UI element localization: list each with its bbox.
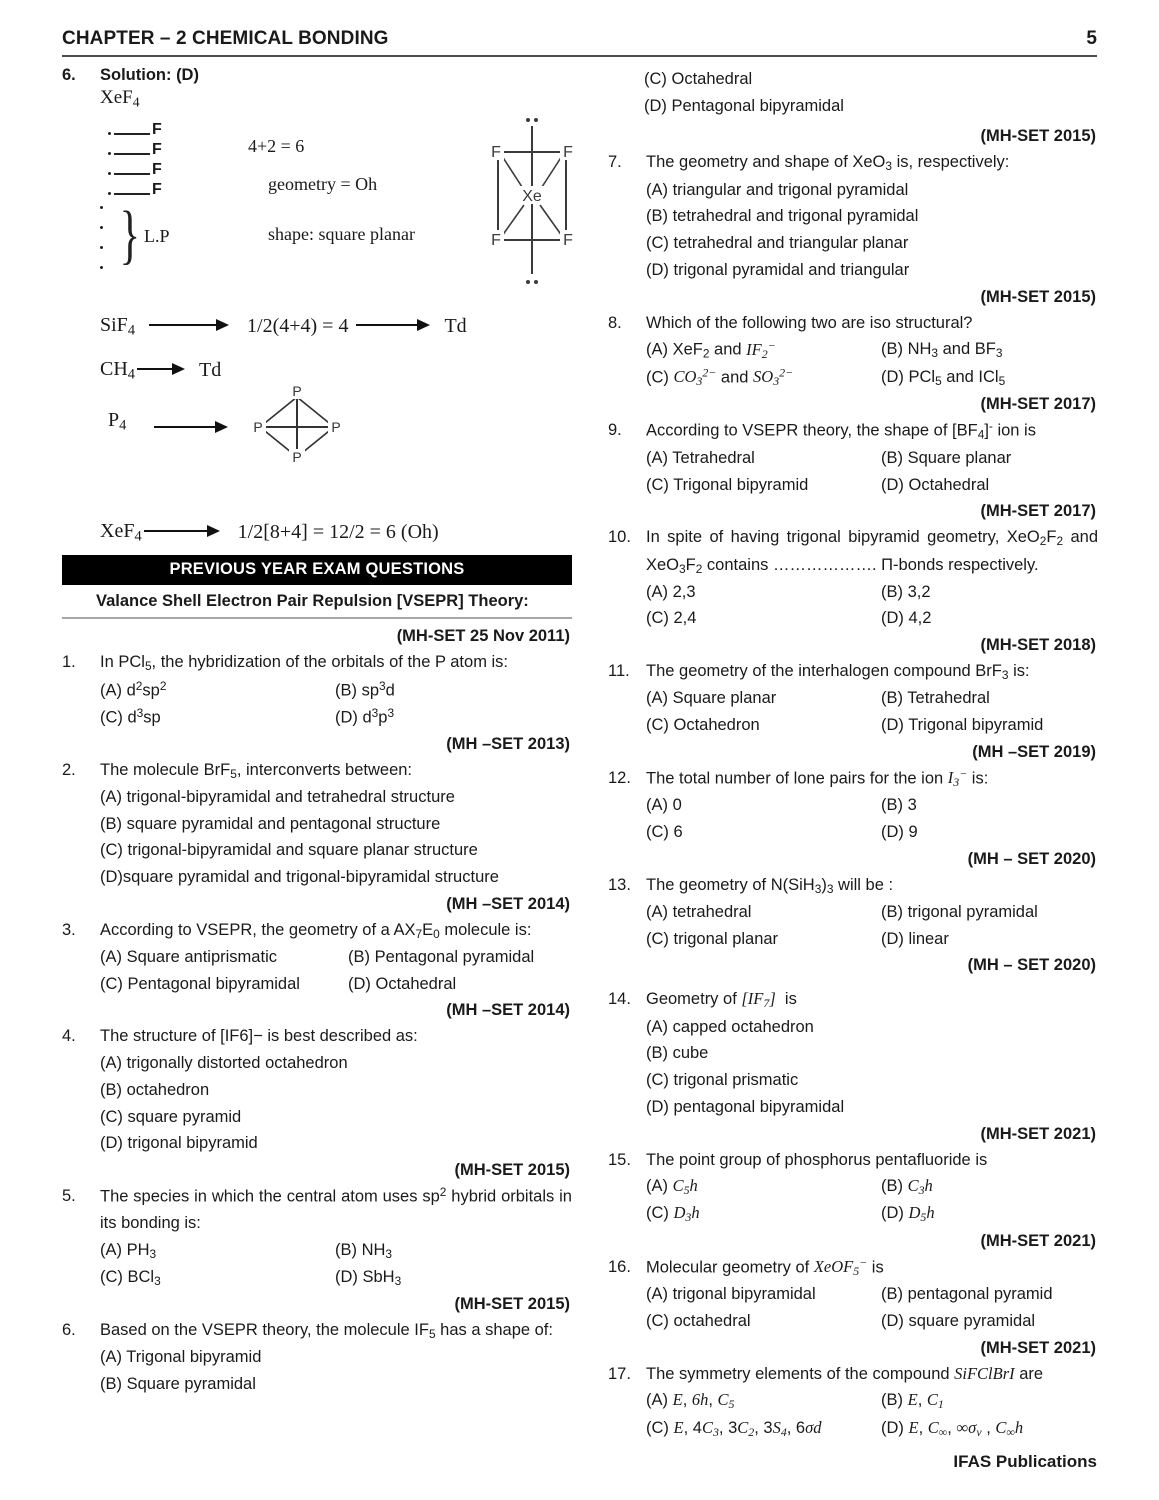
question-text: The structure of [IF6]− is best described as: xyxy=(100,1027,418,1046)
option-d[interactable]: (D) trigonal bipyramid xyxy=(100,1134,258,1153)
bond-line xyxy=(114,133,150,135)
option-group xyxy=(608,177,1098,284)
right-column xyxy=(608,66,1098,1442)
option-b[interactable]: (B) $NH_3$ and $BF_3$ xyxy=(881,340,1003,361)
ch4-result: Td xyxy=(199,358,222,381)
option-b[interactable]: (B) Square pyramidal xyxy=(100,1375,256,1394)
option-d[interactable]: (D) square pyramidal xyxy=(881,1311,1036,1330)
question-item xyxy=(608,765,1098,793)
option-c[interactable]: (C) octahedral xyxy=(646,1311,751,1330)
calc-line-1: 4+2 = 6 xyxy=(248,136,305,157)
option-row xyxy=(646,1281,1098,1308)
option-c[interactable]: (C) Octahedron xyxy=(646,716,760,735)
exam-source: (MH-SET 2017) xyxy=(980,395,1096,414)
page-header xyxy=(62,28,1097,50)
option-row xyxy=(100,837,572,864)
option-row xyxy=(646,1200,1098,1227)
exam-source: (MH – SET 2020) xyxy=(967,956,1096,975)
arrow-icon xyxy=(154,426,226,428)
question-text: The total number of lone pairs for the ion $I_3^-$ is: xyxy=(646,766,989,790)
question-number: 15. xyxy=(608,1150,631,1169)
question-number: 7. xyxy=(608,153,622,172)
electron-dot xyxy=(108,152,111,155)
option-a[interactable]: (A) $d^2sp^2$ xyxy=(100,678,167,699)
question-number: 8. xyxy=(608,313,622,332)
option-d[interactable]: (D) PCl$_5$ and ICl$_5$ xyxy=(881,367,1006,388)
question-text: The point group of phosphorus pentafluoride is xyxy=(646,1150,988,1169)
xef4-reactant: XeF$_4$ xyxy=(100,519,142,545)
option-d[interactable]: (D) linear xyxy=(881,929,949,948)
option-b[interactable]: (B) Tetrahedral xyxy=(881,689,990,708)
exam-source: (MH –SET 2014) xyxy=(446,1001,570,1020)
question-text: The geometry of the interhalogen compound BrF$_3$ is: xyxy=(646,662,1030,683)
solution-molecule: XeF$_4$ xyxy=(100,87,140,110)
p4-equation xyxy=(100,383,572,471)
option-c[interactable]: (C) Trigonal bipyramid xyxy=(646,475,809,494)
arrow-icon xyxy=(137,368,183,370)
arrow-icon xyxy=(356,324,428,326)
question-item xyxy=(608,658,1098,685)
question-item xyxy=(608,417,1098,445)
question-number: 3. xyxy=(62,920,76,939)
option-c[interactable]: (C) E, $4C_3$, $3C_2$, $3S_4$, 6σd xyxy=(646,1417,822,1439)
option-row xyxy=(646,605,1098,632)
exam-source: (MH –SET 2013) xyxy=(446,734,570,753)
right-question-list xyxy=(608,123,1098,1441)
option-c[interactable]: (C) tetrahedral and triangular planar xyxy=(646,234,909,253)
option-d[interactable]: (D) $d^3p^3$ xyxy=(335,705,395,727)
exam-source: (MH-SET 25 Nov 2011) xyxy=(396,627,570,646)
option-row xyxy=(646,1308,1098,1335)
option-row xyxy=(100,864,572,891)
question-number: 17. xyxy=(608,1364,631,1383)
option-c[interactable]: (C) $D_3h$ xyxy=(646,1203,700,1225)
question-number: 12. xyxy=(608,768,631,787)
svg-text:F: F xyxy=(563,144,573,162)
option-b[interactable]: (B) tetrahedral and trigonal pyramidal xyxy=(646,207,919,226)
question-text: According to VSEPR, the geometry of a $AX_7E_0$ molecule is: xyxy=(100,920,532,941)
xef4-equation xyxy=(100,515,572,549)
question-number: 16. xyxy=(608,1257,631,1276)
question-item xyxy=(608,872,1098,899)
option-row xyxy=(646,1067,1098,1094)
option-c[interactable]: (C) $d^3sp$ xyxy=(100,705,161,727)
option-c[interactable]: (C) BCl$_3$ xyxy=(100,1268,161,1288)
subtitle-divider xyxy=(62,617,572,619)
option-row xyxy=(100,1344,572,1371)
question-text: Which of the following two are iso structural? xyxy=(646,313,973,332)
solution-heading xyxy=(62,66,572,85)
option-a[interactable]: (A) $C_5h$ xyxy=(646,1176,698,1198)
question-text: According to VSEPR theory, the shape of $[BF_4]^-$ ion is xyxy=(646,419,1036,442)
option-c[interactable]: (C) trigonal-bipyramidal and square planar structure xyxy=(100,841,478,860)
svg-text:P: P xyxy=(292,449,302,466)
lone-pair-brace-icon: } xyxy=(119,198,141,272)
option-a[interactable]: (A) Square antiprismatic xyxy=(100,948,277,967)
option-group xyxy=(608,792,1098,845)
question-number: 4. xyxy=(62,1027,76,1046)
question-item xyxy=(62,917,572,944)
option-row xyxy=(646,1040,1098,1067)
option-c[interactable]: (C) trigonal prismatic xyxy=(646,1071,799,1090)
option-row xyxy=(646,926,1098,953)
option-row xyxy=(646,445,1098,472)
question-text: The geometry of $N(SiH_3)_3$ will be : xyxy=(646,875,894,896)
option-d[interactable]: (D)square pyramidal and trigonal-bipyramidal structure xyxy=(100,868,499,887)
option-group xyxy=(608,579,1098,632)
option-row xyxy=(100,1371,572,1398)
calc-line-2: geometry = Oh xyxy=(268,174,378,195)
question-number: 11. xyxy=(608,662,630,681)
fluorine-label: F xyxy=(152,141,162,159)
bond-line xyxy=(114,153,150,155)
option-b[interactable]: (B) square pyramidal and pentagonal structure xyxy=(100,814,441,833)
svg-text:F: F xyxy=(563,232,573,250)
option-row xyxy=(646,1094,1098,1121)
option-a[interactable]: (A) XeF$_2$ and $IF_2^-$ xyxy=(646,338,776,361)
option-b[interactable]: (B) pentagonal pyramid xyxy=(881,1285,1053,1304)
fluorine-stack xyxy=(108,121,198,204)
option-row xyxy=(646,579,1098,606)
option-group xyxy=(608,1014,1098,1121)
option-group xyxy=(62,784,572,891)
option-group xyxy=(608,1387,1098,1441)
option-b[interactable]: (B) E, $C_1$ xyxy=(881,1390,944,1412)
bond-line xyxy=(114,193,150,195)
option-d[interactable]: (D) 4,2 xyxy=(881,609,932,628)
option-b[interactable]: (B) cube xyxy=(646,1044,709,1063)
option-row xyxy=(100,1264,572,1291)
option-d[interactable]: (D) SbH$_3$ xyxy=(335,1268,402,1288)
option-b[interactable]: (B) $sp^3d$ xyxy=(335,678,395,699)
option-row xyxy=(644,66,1098,93)
exam-source: (MH –SET 2014) xyxy=(446,894,570,913)
question-text: The species in which the central atom uses $sp^2$ hybrid orbitals in its bonding is: xyxy=(100,1185,572,1233)
option-group-continued xyxy=(608,66,1098,119)
exam-source: (MH-SET 2015) xyxy=(454,1295,570,1314)
question-text: The molecule BrF$_5$, interconverts between: xyxy=(100,760,413,781)
svg-text:Xe: Xe xyxy=(522,188,542,206)
option-group xyxy=(62,677,572,731)
option-row xyxy=(646,203,1098,230)
option-c[interactable]: (C) trigonal planar xyxy=(646,929,779,948)
question-item xyxy=(608,1147,1098,1174)
option-row xyxy=(646,712,1098,739)
svg-text:F: F xyxy=(491,144,501,162)
option-a[interactable]: (A) capped octahedron xyxy=(646,1017,814,1036)
exam-source: (MH-SET 2015) xyxy=(980,287,1096,306)
question-text: Molecular geometry of XeOF$_5$− is xyxy=(646,1255,884,1278)
option-a[interactable]: (A) Tetrahedral xyxy=(646,448,755,467)
option-group xyxy=(62,1344,572,1397)
solution-number: 6. xyxy=(62,66,76,84)
xef4-solution-figure xyxy=(100,114,572,309)
option-c[interactable]: (C) 2,4 xyxy=(646,609,697,628)
question-item xyxy=(62,1023,572,1050)
svg-text:F: F xyxy=(491,232,501,250)
exam-source: (MH-SET 2015) xyxy=(980,127,1096,146)
svg-text:P: P xyxy=(253,419,263,436)
option-row xyxy=(646,792,1098,819)
xef4-structure-diagram xyxy=(472,110,592,295)
option-d[interactable]: (D) E, $C_\infty$, $\infty\sigma_v$ , $C_\infty h$ xyxy=(881,1417,1024,1439)
option-row xyxy=(646,685,1098,712)
option-group xyxy=(62,1237,572,1291)
calc-line-3: shape: square planar xyxy=(268,224,415,245)
option-c[interactable]: (C) $CO_3^{2-}$ and $SO_3^{2-}$ xyxy=(646,365,794,389)
option-group xyxy=(62,944,572,997)
fluorine-label: F xyxy=(152,161,162,179)
option-d[interactable]: (D) trigonal pyramidal and triangular xyxy=(646,260,910,279)
exam-source: (MH-SET 2021) xyxy=(980,1231,1096,1250)
question-item xyxy=(608,524,1098,578)
arrow-icon xyxy=(149,324,227,326)
sif4-calc: 1/2(4+4) = 4 xyxy=(247,314,349,337)
option-d[interactable]: (D) pentagonal bipyramidal xyxy=(646,1097,845,1116)
option-group xyxy=(62,1050,572,1157)
option-row xyxy=(100,1077,572,1104)
svg-text:P: P xyxy=(331,419,341,436)
option-row xyxy=(100,811,572,838)
option-group xyxy=(608,685,1098,738)
sif4-result: Td xyxy=(444,314,467,337)
option-row xyxy=(100,1237,572,1264)
option-row xyxy=(646,1173,1098,1200)
option-group xyxy=(608,899,1098,952)
question-number: 9. xyxy=(608,421,622,440)
option-row xyxy=(100,971,572,998)
question-text: In PCl$_5$, the hybridization of the orbitals of the P atom is: xyxy=(100,653,509,674)
option-a[interactable]: (A) trigonally distorted octahedron xyxy=(100,1054,348,1073)
question-item xyxy=(608,1254,1098,1282)
previous-year-banner: PREVIOUS YEAR EXAM QUESTIONS xyxy=(62,555,572,585)
question-number: 2. xyxy=(62,760,76,779)
electron-dot xyxy=(100,266,103,269)
fluorine-label: F xyxy=(152,181,162,199)
electron-dot xyxy=(108,172,111,175)
option-a[interactable]: (A) 0 xyxy=(646,796,682,815)
question-item xyxy=(608,310,1098,337)
exam-source: (MH-SET 2021) xyxy=(980,1124,1096,1143)
arrow-icon xyxy=(144,530,218,532)
option-row xyxy=(646,1014,1098,1041)
question-item xyxy=(62,757,572,784)
question-number: 10. xyxy=(608,528,631,547)
option-c[interactable]: (C) square pyramid xyxy=(100,1107,242,1126)
question-number: 1. xyxy=(62,653,76,672)
option-row xyxy=(646,364,1098,392)
option-c[interactable]: (C) Pentagonal bipyramidal xyxy=(100,974,300,993)
option-row xyxy=(646,336,1098,364)
option-a[interactable]: (A) Trigonal bipyramid xyxy=(100,1348,262,1367)
question-item xyxy=(62,649,572,676)
question-number: 13. xyxy=(608,875,631,894)
question-item xyxy=(608,149,1098,176)
option-row xyxy=(646,472,1098,499)
exam-source: (MH-SET 2017) xyxy=(980,502,1096,521)
option-c[interactable]: (C) 6 xyxy=(646,823,683,842)
header-divider xyxy=(62,55,1097,57)
ch4-equation xyxy=(100,353,572,387)
exam-source: (MH-SET 2015) xyxy=(454,1161,570,1180)
option-group xyxy=(608,336,1098,391)
option-row xyxy=(100,944,572,971)
question-item xyxy=(608,986,1098,1013)
question-text: The symmetry elements of the compound SiFClBrI are xyxy=(646,1363,1044,1383)
xef4-result: 1/2[8+4] = 12/2 = 6 (Oh) xyxy=(237,520,439,543)
question-text: In spite of having trigonal bipyramid geometry, $XeO_2F_2$ and $XeO_3F_2$ contains ………………. Π-bonds respectively. xyxy=(646,528,1098,576)
option-d[interactable]: (D) Octahedral xyxy=(348,974,457,993)
option-row xyxy=(100,784,572,811)
lone-pair-label: L.P xyxy=(144,226,170,247)
option-d[interactable]: (D) Pentagonal bipyramidal xyxy=(644,96,844,115)
fluorine-label: F xyxy=(152,121,162,139)
question-item xyxy=(608,1361,1098,1388)
exam-source: (MH – SET 2020) xyxy=(967,849,1096,868)
chapter-title: CHAPTER – 2 CHEMICAL BONDING xyxy=(62,28,389,49)
question-number: 6. xyxy=(62,1321,76,1340)
ch4-reactant: $CH_4$ xyxy=(100,357,135,383)
option-c[interactable]: (C) Octahedral xyxy=(644,70,753,88)
option-b[interactable]: (B) $NH_3$ xyxy=(335,1240,393,1261)
left-column xyxy=(62,66,572,1398)
option-row xyxy=(646,899,1098,926)
electron-dot xyxy=(100,206,103,209)
option-a[interactable]: (A) tetrahedral xyxy=(646,902,752,921)
option-group xyxy=(608,445,1098,498)
option-a[interactable]: (A) triangular and trigonal pyramidal xyxy=(646,180,909,199)
option-a[interactable]: (A) E, 6h, $C_5$ xyxy=(646,1390,735,1412)
option-row xyxy=(100,1130,572,1157)
option-row xyxy=(100,1050,572,1077)
solution-label: Solution: (D) xyxy=(100,66,199,84)
p4-reactant: $P_4$ xyxy=(108,409,127,434)
option-b[interactable]: (B) 3 xyxy=(881,796,917,815)
option-group xyxy=(608,1281,1098,1334)
option-a[interactable]: (A) trigonal bipyramidal xyxy=(646,1285,816,1304)
option-group xyxy=(608,1173,1098,1227)
question-item xyxy=(62,1317,572,1344)
option-row xyxy=(100,677,572,704)
option-row xyxy=(646,230,1098,257)
option-row xyxy=(646,1415,1098,1442)
question-number: 5. xyxy=(62,1187,76,1206)
option-row xyxy=(646,1387,1098,1414)
question-number: 14. xyxy=(608,990,631,1009)
electron-dot xyxy=(108,132,111,135)
option-row xyxy=(646,819,1098,846)
question-text: Based on the VSEPR theory, the molecule $IF_5$ has a shape of: xyxy=(100,1321,553,1342)
option-row xyxy=(100,1104,572,1131)
option-d[interactable]: (D) Octahedral xyxy=(881,475,990,494)
option-a[interactable]: (A) 2,3 xyxy=(646,582,696,601)
left-question-list xyxy=(62,623,572,1397)
option-a[interactable]: (A) trigonal-bipyramidal and tetrahedral structure xyxy=(100,787,455,806)
electron-dot xyxy=(108,192,111,195)
exam-source: (MH-SET 2018) xyxy=(980,636,1096,655)
publisher-footer: IFAS Publications xyxy=(953,1452,1097,1471)
option-b[interactable]: (B) $C_3h$ xyxy=(881,1176,933,1198)
question-text: The geometry and shape of XeO$_3$ is, respectively: xyxy=(646,153,1010,174)
sif4-reactant: SiF$_4$ xyxy=(100,313,136,339)
electron-dot xyxy=(100,246,103,249)
question-item xyxy=(62,1183,572,1237)
vsepr-subtitle: Valance Shell Electron Pair Repulsion [VSEPR] Theory: xyxy=(96,592,529,611)
option-row xyxy=(644,93,1098,120)
question-text: Geometry of $[IF_7]$ is xyxy=(646,989,797,1011)
p4-structure-diagram xyxy=(242,383,352,474)
option-a[interactable]: (A) $PH_3$ xyxy=(100,1240,157,1261)
page-number: 5 xyxy=(1086,28,1097,49)
exam-source: (MH –SET 2019) xyxy=(972,742,1096,761)
svg-text:P: P xyxy=(292,383,302,400)
option-a[interactable]: (A) Square planar xyxy=(646,689,777,708)
option-row xyxy=(646,257,1098,284)
option-d[interactable]: (D) Trigonal bipyramid xyxy=(881,716,1044,735)
option-b[interactable]: (B) Square planar xyxy=(881,448,1012,467)
electron-dot xyxy=(100,226,103,229)
option-d[interactable]: (D) 9 xyxy=(881,823,918,842)
bond-line xyxy=(114,173,150,175)
option-row xyxy=(100,704,572,731)
option-b[interactable]: (B) Pentagonal pyramidal xyxy=(348,948,535,967)
exam-source: (MH-SET 2021) xyxy=(980,1338,1096,1357)
lone-pair-dots xyxy=(100,206,103,286)
option-b[interactable]: (B) trigonal pyramidal xyxy=(881,902,1038,921)
option-b[interactable]: (B) 3,2 xyxy=(881,582,931,601)
option-b[interactable]: (B) octahedron xyxy=(100,1080,210,1099)
sif4-equation xyxy=(100,309,572,343)
option-d[interactable]: (D) $D_5h$ xyxy=(881,1203,935,1225)
option-row xyxy=(646,177,1098,204)
